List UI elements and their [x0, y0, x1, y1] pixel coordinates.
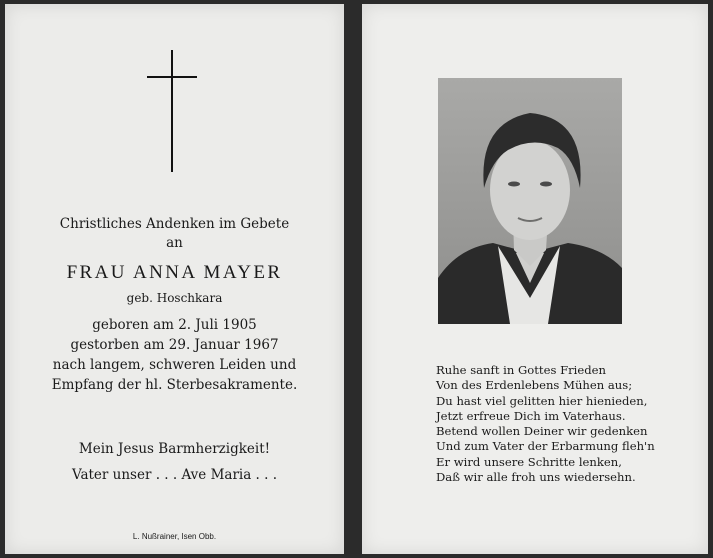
memorial-card-front — [5, 4, 344, 554]
intro-text: Christliches Andenken im Gebete — [59, 216, 290, 232]
poem-line: Und zum Vater der Erbarmung fleh'n — [436, 439, 655, 454]
poem-line: Jetzt erfreue Dich im Vaterhaus. — [436, 408, 626, 423]
intro-text-an: an — [166, 235, 183, 251]
printer-imprint: L. Nußrainer, Isen Obb. — [132, 532, 217, 541]
memorial-poem — [436, 363, 696, 485]
poem-line: Du hast viel gelitten hier hienieden, — [436, 393, 648, 408]
poem-line: Von des Erdenlebens Mühen aus; — [436, 378, 633, 393]
death-date: gestorben am 29. Januar 1967 — [70, 337, 279, 353]
portrait-photo — [438, 78, 622, 324]
note-line-2: Empfang der hl. Sterbesakramente. — [51, 377, 298, 393]
maiden-name: geb. Hoschkara — [126, 291, 223, 305]
note-line-1: nach langem, schweren Leiden und — [52, 357, 297, 373]
memorial-card-back — [362, 4, 708, 554]
poem-line: Ruhe sanft in Gottes Frieden — [436, 363, 606, 377]
prayer-line-1: Mein Jesus Barmherzigkeit! — [78, 441, 271, 457]
poem-line: Daß wir alle froh uns wiedersehn. — [436, 470, 636, 485]
poem-line: Er wird unsere Schritte lenken, — [436, 454, 622, 469]
prayer-line-2: Vater unser . . . Ave Maria . . . — [71, 467, 278, 483]
poem-line: Betend wollen Deiner wir gedenken — [436, 424, 648, 439]
cross-icon — [147, 50, 197, 172]
birth-date: geboren am 2. Juli 1905 — [92, 317, 257, 333]
deceased-name: FRAU ANNA MAYER — [66, 262, 283, 283]
